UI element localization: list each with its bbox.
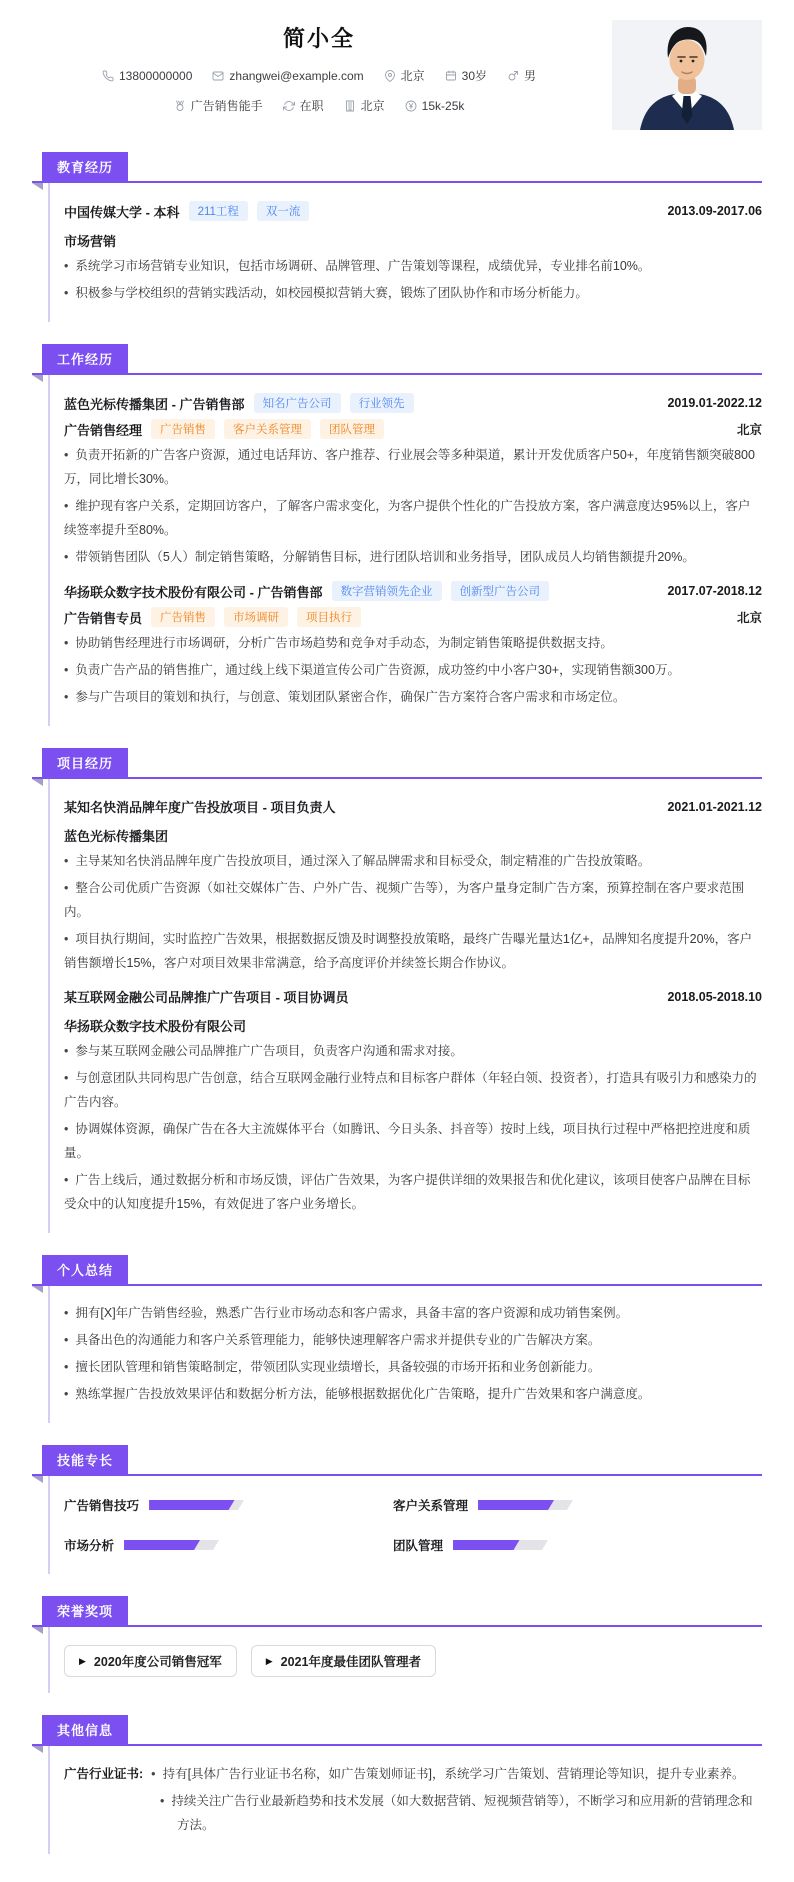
section-skills-header <box>32 1449 762 1476</box>
company-name: 蓝色光标传播集团 - 广告销售部 <box>64 396 245 412</box>
section-education-header <box>32 156 762 183</box>
company-tag: 知名广告公司 <box>254 393 341 413</box>
section-honors-body <box>48 1627 762 1693</box>
section-skills-badge: 技能专长 <box>42 1445 128 1474</box>
bullet-dot: • <box>64 1044 69 1058</box>
bullet-dot: • <box>64 1387 69 1401</box>
salary-icon <box>405 100 417 112</box>
section-work-badge: 工作经历 <box>42 344 128 373</box>
company-name: 华扬联众数字技术股份有限公司 - 广告销售部 <box>64 584 323 600</box>
contact-phone <box>102 69 192 83</box>
contact-age-text: 30岁 <box>461 69 488 83</box>
contact-talent-text: 广告销售能手 <box>190 99 263 113</box>
job-date: 2017.07-2018.12 <box>667 584 762 598</box>
bullet-dot: • <box>64 881 69 895</box>
other-certificate-row <box>64 1762 762 1786</box>
bullet-item: • 负责开拓新的广告客户资源，通过电话拜访、客户推荐、行业展会等多种渠道，累计开发优质客户50+，年度销售额突破800万，同比增长30%。 <box>64 448 755 486</box>
bullet-item: • 协助销售经理进行市场调研，分析广告市场趋势和竞争对手动态，为制定销售策略提供数据支持。 <box>64 636 613 650</box>
bullet-item: • 系统学习市场营销专业知识，包括市场调研、品牌管理、广告策划等课程，成绩优异，专业排名前10%。 <box>64 259 651 273</box>
section-education-badge: 教育经历 <box>42 152 128 181</box>
section-education <box>32 156 762 322</box>
contact-age <box>445 67 487 84</box>
role-tag: 客户关系管理 <box>224 419 311 439</box>
section-other <box>32 1719 762 1854</box>
ribbon-fold <box>32 1746 43 1753</box>
company-tag: 行业领先 <box>350 393 414 413</box>
skill-bar-fill <box>478 1500 554 1510</box>
section-other-header <box>32 1719 762 1746</box>
bullet-item: • 拥有[X]年广告销售经验，熟悉广告行业市场动态和客户需求，具备丰富的客户资源和成功销售案例。 <box>64 1306 629 1320</box>
bullet-dot: • <box>64 286 69 300</box>
skill-name: 市场分析 <box>64 1539 115 1553</box>
company-tag: 创新型广告公司 <box>451 581 550 601</box>
certificate-label: 广告行业证书: <box>64 1767 144 1781</box>
education-entry-head <box>64 201 762 221</box>
bullet-dot: • <box>64 448 69 462</box>
skills-grid <box>64 1488 762 1560</box>
job-entry-head <box>64 581 762 601</box>
skill-item <box>64 1496 393 1514</box>
section-education-body <box>48 183 762 322</box>
bullet-item: • 协调媒体资源，确保广告在各大主流媒体平台（如腾讯、今日头条、抖音等）按时上线，项目执行过程中严格把控进度和质量。 <box>64 1122 751 1160</box>
contact-talent <box>174 97 263 114</box>
bullet-item: • 带领销售团队（5人）制定销售策略，分解销售目标，进行团队培训和业务指导，团队成员人均销售额提升20%。 <box>64 550 695 564</box>
job-role-head <box>64 419 762 439</box>
bullet-dot: • <box>160 1794 165 1808</box>
school-tag: 211工程 <box>189 201 248 221</box>
honor-pill[interactable]: ▶ 2021年度最佳团队管理者 <box>251 1645 436 1677</box>
role-name: 广告销售专员 <box>64 610 143 626</box>
bullet-item: • 项目执行期间，实时监控广告效果，根据数据反馈及时调整投放策略，最终广告曝光量达1亿+，品牌知名度提升20%，客户销售额增长15%，客户对项目效果非常满意，给予高度评价并续签长期合作协议。 <box>64 932 753 970</box>
section-work-body <box>48 375 762 726</box>
bullet-dot: • <box>64 259 69 273</box>
bullet-dot: • <box>64 1333 69 1347</box>
bullet-dot: • <box>64 1122 69 1136</box>
bullet-item: • 持续关注广告行业最新趋势和技术发展（如大数据营销、短视频营销等），不断学习和应用新的营销理念和方法。 <box>160 1794 753 1832</box>
section-honors-header <box>32 1600 762 1627</box>
role-name: 广告销售经理 <box>64 422 143 438</box>
skill-item <box>64 1536 393 1554</box>
bullet-item: • 持有[具体广告行业证书名称，如广告策划师证书]，系统学习广告策划、营销理论等知识，提升专业素养。 <box>151 1767 745 1781</box>
bullet-item: • 与创意团队共同构思广告创意，结合互联网金融行业特点和目标客户群体（年轻白领、投资者），打造具有吸引力和感染力的广告内容。 <box>64 1071 757 1109</box>
project-entry-head <box>64 987 762 1006</box>
skill-bar <box>478 1500 573 1510</box>
bullet-item: • 主导某知名快消品牌年度广告投放项目，通过深入了解品牌需求和目标受众，制定精准的广告投放策略。 <box>64 854 651 868</box>
role-tag: 团队管理 <box>320 419 384 439</box>
honor-pills <box>64 1639 762 1679</box>
section-work <box>32 348 762 726</box>
section-work-header <box>32 348 762 375</box>
skill-name: 客户关系管理 <box>393 1499 469 1513</box>
role-tag: 项目执行 <box>297 607 361 627</box>
contact-city <box>384 67 425 84</box>
bullet-dot: • <box>64 1360 69 1374</box>
bullet-item: • 擅长团队管理和销售策略制定，带领团队实现业绩增长，具备较强的市场开拓和业务创新能力。 <box>64 1360 601 1374</box>
contact-gender <box>507 67 536 84</box>
contact-phone-text: 13800000000 <box>118 68 193 83</box>
skill-bar-fill <box>149 1500 235 1510</box>
age-icon <box>445 70 457 82</box>
section-summary-header <box>32 1259 762 1286</box>
education-date: 2013.09-2017.06 <box>667 204 762 218</box>
role-tag: 广告销售 <box>151 607 215 627</box>
skill-bar <box>124 1540 219 1550</box>
bullet-dot: • <box>64 1071 69 1085</box>
project-date: 2018.05-2018.10 <box>667 989 762 1004</box>
ribbon-fold <box>32 375 43 382</box>
bullet-dot: • <box>64 499 69 513</box>
bullet-item: • 维护现有客户关系，定期回访客户，了解客户需求变化，为客户提供个性化的广告投放方案，客户满意度达95%以上，客户续签率提升至80%。 <box>64 499 751 537</box>
profile-photo <box>612 20 762 130</box>
bullet-item: • 熟练掌握广告投放效果评估和数据分析方法，能够根据数据优化广告策略，提升广告效果和客户满意度。 <box>64 1387 651 1401</box>
contact-row-2 <box>32 97 606 114</box>
job-entry-head <box>64 393 762 413</box>
contact-email <box>212 69 363 83</box>
section-skills-body <box>48 1476 762 1574</box>
bullet-item: • 参与广告项目的策划和执行，与创意、策划团队紧密合作，确保广告方案符合客户需求和市场定位。 <box>64 690 626 704</box>
mail-icon <box>212 70 224 82</box>
school-tag: 双一流 <box>257 201 310 221</box>
bullet-dot: • <box>64 1173 69 1187</box>
job-location: 北京 <box>736 611 762 625</box>
section-summary-body <box>48 1286 762 1423</box>
bullet-dot: • <box>64 1306 69 1320</box>
section-summary <box>32 1259 762 1423</box>
bullet-dot: • <box>64 550 69 564</box>
section-projects-badge: 项目经历 <box>42 748 128 777</box>
contact-gender-text: 男 <box>524 69 537 83</box>
section-other-badge: 其他信息 <box>42 1715 128 1744</box>
contact-status-text: 在职 <box>299 99 324 113</box>
header-main <box>32 12 606 130</box>
contact-work-city-text: 北京 <box>360 99 385 113</box>
honor-pill[interactable]: ▶ 2020年度公司销售冠军 <box>64 1645 237 1677</box>
project-date: 2021.01-2021.12 <box>667 799 762 814</box>
skill-item <box>393 1536 722 1554</box>
bullet-item: • 积极参与学校组织的营销实践活动，如校园模拟营销大赛，锻炼了团队协作和市场分析能力。 <box>64 286 588 300</box>
school-name: 中国传媒大学 - 本科 <box>64 204 180 220</box>
contact-email-text: zhangwei@example.com <box>229 68 364 83</box>
section-projects-body <box>48 779 762 1233</box>
skill-bar <box>149 1500 244 1510</box>
section-projects <box>32 752 762 1233</box>
bullet-item: • 整合公司优质广告资源（如社交媒体广告、户外广告、视频广告等），为客户量身定制广告方案，预算控制在客户要求范围内。 <box>64 881 745 919</box>
building-icon <box>344 100 356 112</box>
bullet-item: • 具备出色的沟通能力和客户关系管理能力，能够快速理解客户需求并提供专业的广告解决方案。 <box>64 1333 601 1347</box>
bullet-dot: • <box>64 932 69 946</box>
bullet-item: • 参与某互联网金融公司品牌推广广告项目，负责客户沟通和需求对接。 <box>64 1044 463 1058</box>
project-company: 蓝色光标传播集团 <box>64 829 169 844</box>
contact-status <box>283 97 324 114</box>
bullet-item: • 广告上线后，通过数据分析和市场反馈，评估广告效果，为客户提供详细的效果报告和优化建议，该项目使客户品牌在目标受众中的认知度提升15%，有效促进了客户业务增长。 <box>64 1173 751 1211</box>
resume-header <box>32 0 762 130</box>
section-summary-badge: 个人总结 <box>42 1255 128 1284</box>
contact-row-1 <box>32 67 606 84</box>
bullet-dot: • <box>64 690 69 704</box>
major-name: 市场营销 <box>64 234 117 249</box>
job-date: 2019.01-2022.12 <box>667 396 762 410</box>
location-pin-icon <box>384 70 396 82</box>
bullet-item: • 负责广告产品的销售推广，通过线上线下渠道宣传公司广告资源，成功签约中小客户30+，实现销售额300万。 <box>64 663 680 677</box>
skill-bar-fill <box>124 1540 200 1550</box>
ribbon-fold <box>32 1286 43 1293</box>
section-skills <box>32 1449 762 1574</box>
ribbon-fold <box>32 1476 43 1483</box>
skill-item <box>393 1496 722 1514</box>
role-tag: 市场调研 <box>224 607 288 627</box>
contact-salary-text: 15k-25k <box>421 98 465 113</box>
contact-work-city <box>344 97 385 114</box>
skill-name: 团队管理 <box>393 1539 444 1553</box>
project-entry-head <box>64 797 762 816</box>
section-other-body <box>48 1746 762 1854</box>
section-honors-badge: 荣誉奖项 <box>42 1596 128 1625</box>
play-icon: ▶ <box>265 1655 273 1666</box>
skill-bar-fill <box>453 1540 520 1550</box>
gender-icon <box>507 70 519 82</box>
bullet-dot: • <box>64 663 69 677</box>
ribbon-fold <box>32 779 43 786</box>
candidate-name: 简小全 <box>282 26 355 51</box>
bullet-dot: • <box>151 1767 156 1781</box>
play-icon: ▶ <box>79 1655 86 1666</box>
section-honors <box>32 1600 762 1693</box>
role-tag: 广告销售 <box>151 419 215 439</box>
medal-icon <box>174 100 186 112</box>
phone-icon <box>102 70 114 82</box>
skill-bar <box>453 1540 548 1550</box>
project-name: 某知名快消品牌年度广告投放项目 - 项目负责人 <box>64 800 336 815</box>
job-location: 北京 <box>736 423 762 437</box>
company-tag: 数字营销领先企业 <box>332 581 442 601</box>
contact-city-text: 北京 <box>400 69 425 83</box>
contact-salary <box>405 99 465 113</box>
ribbon-fold <box>32 183 43 190</box>
job-role-head <box>64 607 762 627</box>
status-icon <box>283 100 295 112</box>
skill-name: 广告销售技巧 <box>64 1499 140 1513</box>
bullet-dot: • <box>64 636 69 650</box>
section-projects-header <box>32 752 762 779</box>
ribbon-fold <box>32 1627 43 1634</box>
bullet-dot: • <box>64 854 69 868</box>
project-name: 某互联网金融公司品牌推广广告项目 - 项目协调员 <box>64 990 349 1005</box>
project-company: 华扬联众数字技术股份有限公司 <box>64 1019 247 1034</box>
